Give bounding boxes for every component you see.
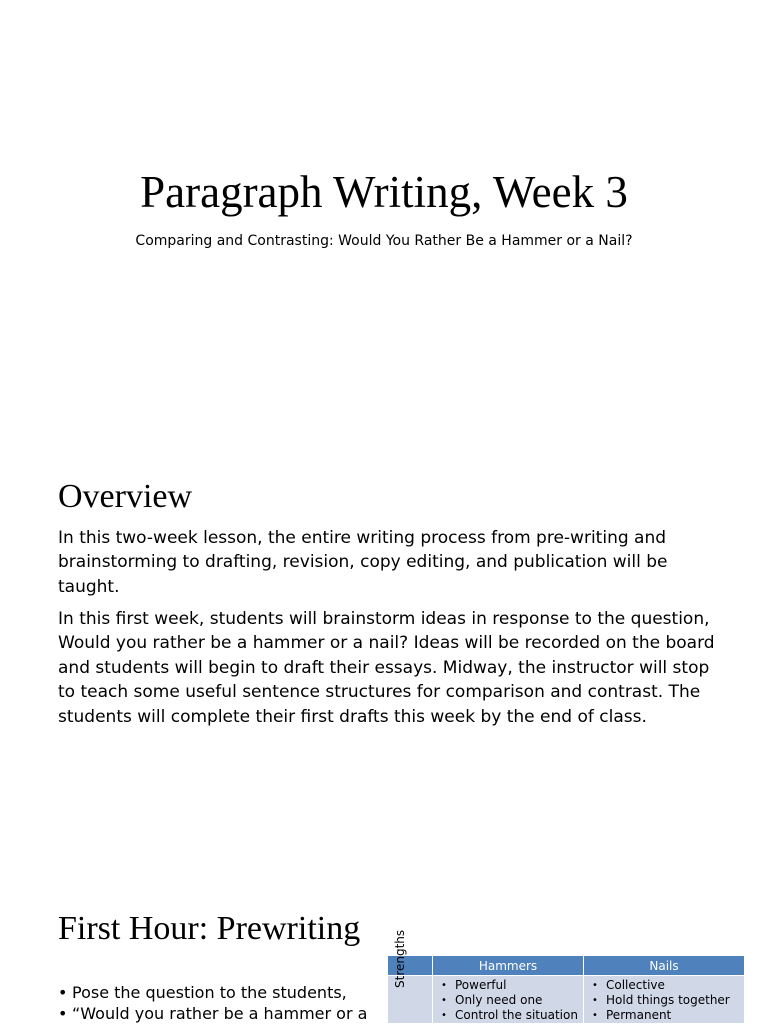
list-item: • Collective (588, 978, 744, 993)
overview-paragraph-1: In this two-week lesson, the entire writing process from pre-writing and brainstorming to drafting, revision, copy editing, and publication will be taught. (58, 528, 668, 597)
list-item: • Only need one (437, 993, 583, 1008)
table-row (388, 976, 745, 1024)
overview-heading: Overview (58, 478, 193, 515)
bullet-item: • Pose the question to the students, (58, 982, 368, 1003)
prewriting-heading: First Hour: Prewriting (58, 910, 361, 947)
nails-cell (584, 976, 745, 1024)
prewriting-bullet-list (58, 982, 368, 1024)
hammers-cell (433, 976, 584, 1024)
list-item: • Control the situation (437, 1008, 583, 1023)
overview-paragraph-2: In this first week, students will brainstorm ideas in response to the question, Would you rather be a hammer or a nail? Ideas will be recorded on the board and students will begin to draft their essays. Midway, the instructor will stop to teach some useful sentence structures for comparison and contrast. The students will complete their first drafts this week by the end of class. (58, 609, 715, 727)
list-item: • Powerful (437, 978, 583, 993)
overview-slide (0, 432, 768, 864)
list-item: • Permanent (588, 1008, 744, 1023)
table-header-hammers: Hammers (433, 956, 584, 976)
comparison-table (387, 929, 745, 1024)
table-header-nails: Nails (584, 956, 745, 976)
row-label-strengths: Strengths (393, 929, 407, 988)
slide-subtitle: Comparing and Contrasting: Would You Rather Be a Hammer or a Nail? (135, 233, 633, 249)
list-item: • Hold things together (588, 993, 744, 1008)
slide-title: Paragraph Writing, Week 3 (140, 167, 628, 217)
bullet-item: • “Would you rather be a hammer or a (58, 1003, 368, 1024)
title-slide (0, 0, 768, 432)
row-header-cell (388, 929, 433, 1024)
prewriting-slide (0, 864, 768, 1024)
